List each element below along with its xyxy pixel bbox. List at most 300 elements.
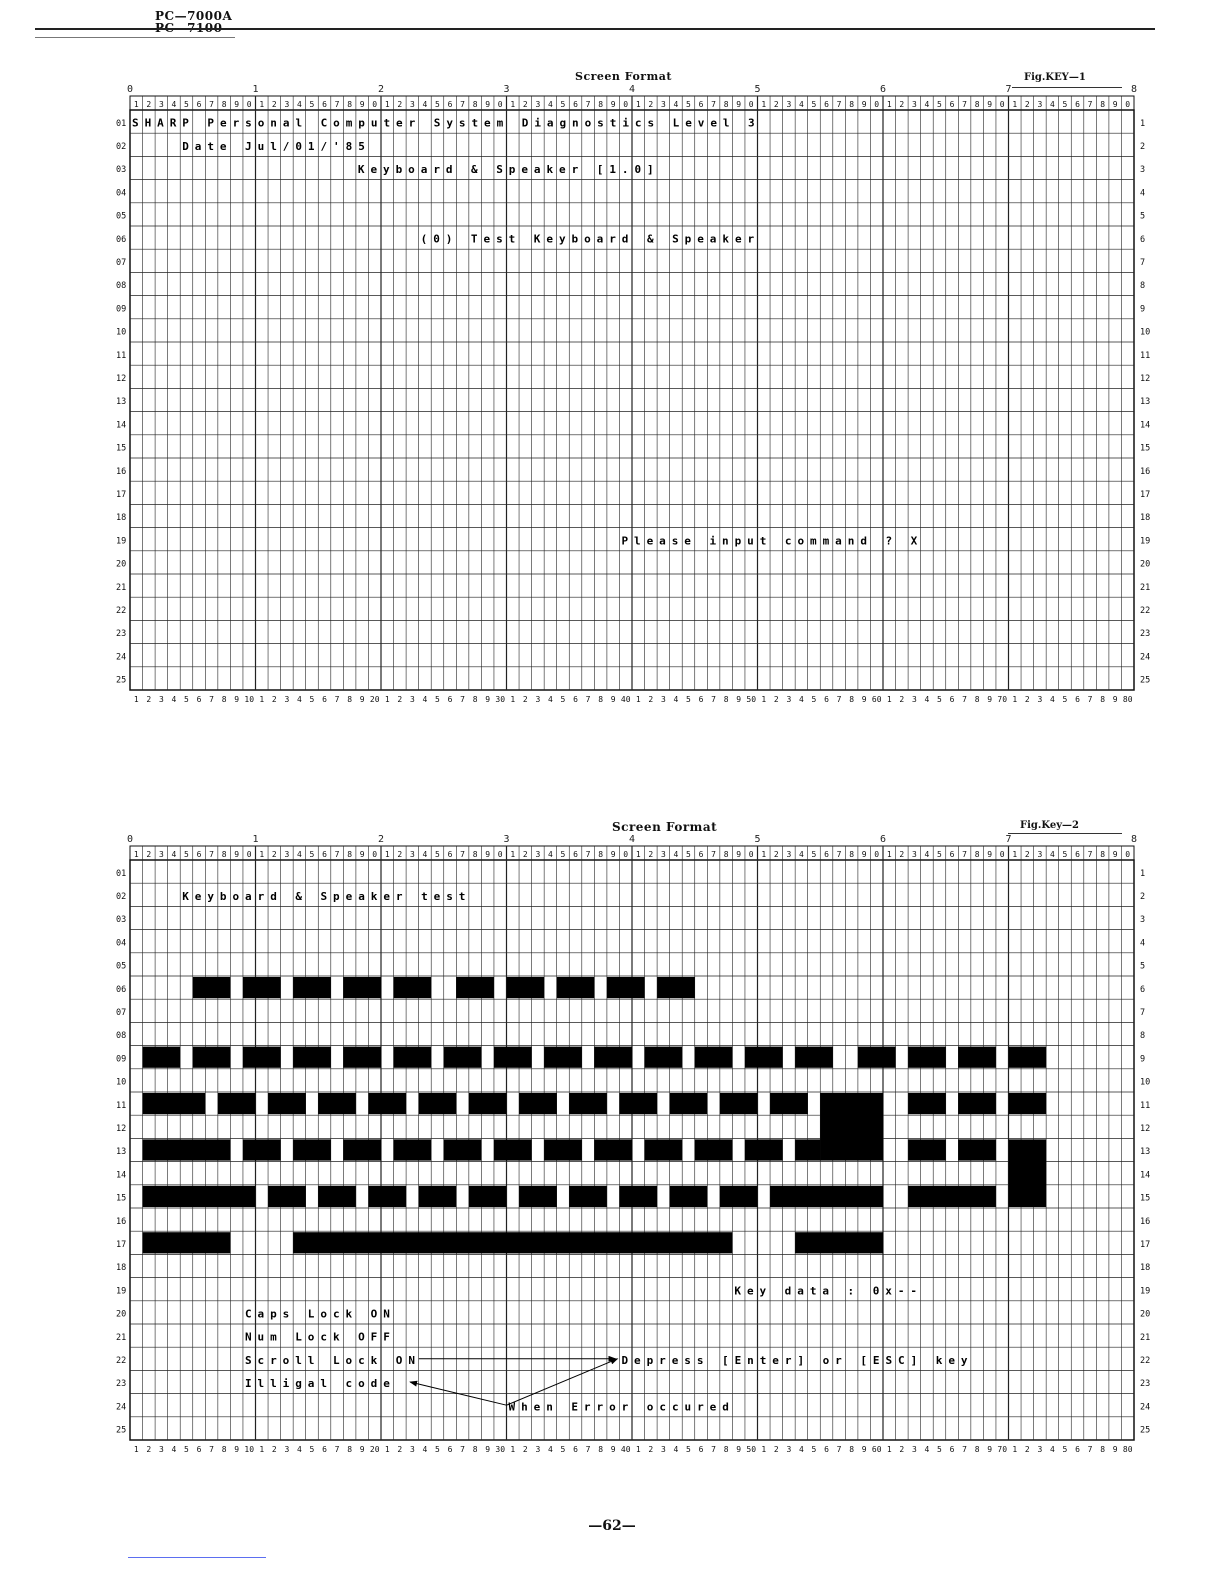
column-unit-label: 2: [1024, 100, 1030, 109]
column-unit-label: 9: [485, 100, 491, 109]
key-block: [469, 1093, 507, 1114]
column-tens-label: 8: [1130, 834, 1138, 845]
column-unit-label: 6: [824, 850, 829, 859]
column-unit-label: 8: [598, 100, 604, 109]
key-block: [795, 1047, 833, 1068]
key-block: [318, 1186, 356, 1207]
bottom-ruler-label: 5: [1062, 1445, 1068, 1454]
column-unit-label: 1: [886, 100, 892, 109]
row-number-right: 7: [1140, 257, 1146, 268]
row-number-left: 17: [116, 1239, 127, 1250]
screen-text-line: Caps Lock ON: [244, 1307, 396, 1321]
column-unit-label: 0: [623, 100, 629, 109]
column-tens-label: 4: [628, 834, 636, 845]
column-unit-label: 7: [585, 100, 591, 109]
column-tens-label: 2: [377, 84, 385, 95]
column-unit-label: 0: [999, 100, 1005, 109]
bottom-ruler-label: 7: [460, 695, 465, 704]
key-block: [619, 1093, 657, 1114]
key-block: [394, 1139, 432, 1160]
row-number-left: 08: [116, 281, 127, 292]
key-block: [795, 1232, 883, 1253]
key-block: [293, 1232, 732, 1253]
column-unit-label: 8: [723, 850, 729, 859]
row-number-left: 15: [116, 443, 127, 454]
bottom-ruler-label: 9: [1112, 695, 1118, 704]
column-unit-label: 7: [836, 850, 842, 859]
bottom-ruler-label: 9: [861, 1445, 867, 1454]
bottom-ruler-label: 1: [886, 1445, 892, 1454]
bottom-ruler-label: 1: [1012, 695, 1018, 704]
column-tens-label: 6: [879, 84, 887, 95]
bottom-ruler-label: 9: [359, 695, 365, 704]
key-block: [519, 1093, 557, 1114]
screen-format-sheet-2: [0, 810, 1224, 1470]
column-unit-label: 3: [911, 100, 917, 109]
row-number-right: 6: [1140, 234, 1146, 245]
column-unit-label: 8: [347, 100, 353, 109]
column-unit-label: 8: [1100, 100, 1106, 109]
key-block: [318, 1093, 356, 1114]
row-number-right: 12: [1140, 373, 1151, 384]
column-tens-label: 5: [754, 84, 761, 95]
bottom-ruler-label: 50: [746, 695, 757, 704]
column-unit-label: 9: [736, 100, 742, 109]
key-block: [569, 1186, 607, 1207]
row-number-right: 20: [1140, 1309, 1151, 1320]
bottom-ruler-label: 4: [1050, 1445, 1055, 1454]
column-unit-label: 3: [660, 850, 666, 859]
bottom-ruler-label: 5: [560, 1445, 566, 1454]
key-block: [657, 977, 695, 998]
row-number-right: 8: [1140, 1031, 1146, 1042]
bottom-ruler-label: 4: [924, 1445, 930, 1454]
row-number-left: 04: [116, 938, 127, 949]
key-block: [343, 977, 381, 998]
column-unit-label: 5: [1062, 850, 1068, 859]
column-unit-label: 2: [648, 850, 654, 859]
column-unit-label: 9: [359, 850, 365, 859]
column-unit-label: 5: [811, 100, 817, 109]
bottom-ruler-label: 5: [1062, 695, 1068, 704]
bottom-ruler-label: 6: [698, 1445, 704, 1454]
column-tens-label: 3: [503, 834, 510, 845]
bottom-ruler-label: 9: [987, 1445, 993, 1454]
row-number-right: 19: [1140, 1286, 1151, 1297]
column-tens-label: 1: [252, 834, 259, 845]
column-unit-label: 4: [1050, 100, 1055, 109]
column-unit-label: 7: [460, 850, 465, 859]
column-unit-label: 2: [146, 100, 152, 109]
column-unit-label: 5: [811, 850, 817, 859]
column-unit-label: 8: [472, 850, 478, 859]
row-number-right: 14: [1140, 420, 1151, 431]
bottom-ruler-label: 9: [485, 1445, 491, 1454]
row-number-left: 02: [116, 891, 127, 902]
annotation-arrow: [507, 1359, 618, 1405]
row-number-left: 10: [116, 1077, 127, 1088]
key-block: [958, 1047, 996, 1068]
bottom-ruler-label: 7: [1087, 1445, 1093, 1454]
row-number-right: 18: [1140, 1263, 1151, 1274]
bottom-ruler-label: 1: [1012, 1445, 1018, 1454]
bottom-ruler-label: 5: [184, 1445, 189, 1454]
bottom-ruler-label: 1: [635, 1445, 641, 1454]
bottom-ruler-label: 2: [146, 695, 152, 704]
bottom-ruler-label: 8: [1100, 695, 1106, 704]
column-unit-label: 9: [987, 850, 993, 859]
column-unit-label: 6: [698, 850, 704, 859]
bottom-ruler-label: 6: [196, 695, 202, 704]
column-unit-label: 9: [234, 850, 240, 859]
column-unit-label: 8: [598, 850, 604, 859]
key-block: [218, 1093, 256, 1114]
row-number-right: 12: [1140, 1123, 1151, 1134]
column-tens-label: 0: [126, 84, 134, 95]
row-number-right: 22: [1140, 605, 1151, 616]
row-number-left: 12: [116, 1123, 127, 1134]
bottom-ruler-label: 3: [535, 1445, 541, 1454]
column-unit-label: 6: [1075, 850, 1080, 859]
header-rule: [35, 28, 1155, 30]
key-block: [958, 1093, 996, 1114]
bottom-ruler-label: 4: [422, 695, 428, 704]
key-block: [293, 1139, 331, 1160]
row-number-right: 19: [1140, 536, 1151, 547]
key-block: [544, 1047, 582, 1068]
column-unit-label: 1: [1012, 850, 1018, 859]
bottom-ruler-label: 3: [158, 695, 164, 704]
key-block: [494, 1047, 532, 1068]
column-unit-label: 3: [284, 850, 290, 859]
bottom-ruler-label: 2: [397, 1445, 403, 1454]
bottom-ruler-label: 7: [836, 1445, 842, 1454]
column-unit-label: 6: [573, 850, 578, 859]
row-number-right: 5: [1140, 961, 1146, 972]
bottom-ruler-label: 60: [871, 695, 882, 704]
bottom-ruler-label: 80: [1122, 1445, 1133, 1454]
key-block: [143, 1047, 181, 1068]
column-unit-label: 0: [999, 850, 1005, 859]
bottom-ruler-label: 70: [997, 1445, 1008, 1454]
column-unit-label: 2: [397, 850, 403, 859]
column-unit-label: 3: [409, 100, 415, 109]
bottom-ruler-label: 8: [1100, 1445, 1106, 1454]
column-unit-label: 7: [962, 850, 967, 859]
key-block: [958, 1139, 996, 1160]
bottom-ruler-label: 3: [660, 695, 666, 704]
bottom-ruler-label: 8: [472, 1445, 478, 1454]
bottom-ruler-label: 50: [746, 1445, 757, 1454]
column-unit-label: 1: [133, 850, 139, 859]
column-unit-label: 8: [723, 100, 729, 109]
key-block: [243, 1139, 281, 1160]
column-tens-label: 2: [377, 834, 385, 845]
column-tens-label: 7: [1005, 84, 1012, 95]
row-number-left: 24: [116, 652, 127, 663]
bottom-ruler-label: 8: [221, 695, 227, 704]
column-unit-label: 0: [748, 850, 754, 859]
bottom-ruler-label: 5: [686, 695, 691, 704]
column-unit-label: 4: [171, 850, 177, 859]
row-number-left: 22: [116, 605, 127, 616]
key-block: [607, 977, 645, 998]
bottom-ruler-label: 6: [949, 1445, 955, 1454]
row-number-left: 05: [116, 961, 127, 972]
column-unit-label: 2: [1024, 850, 1030, 859]
row-number-left: 13: [116, 1147, 127, 1158]
key-block: [745, 1139, 783, 1160]
bottom-ruler-label: 4: [171, 695, 177, 704]
bottom-ruler-label: 6: [447, 1445, 453, 1454]
bottom-ruler-label: 10: [244, 1445, 255, 1454]
column-unit-label: 4: [924, 850, 930, 859]
column-unit-label: 7: [209, 850, 214, 859]
row-number-right: 16: [1140, 1216, 1151, 1227]
bottom-ruler-label: 4: [673, 1445, 679, 1454]
bottom-ruler-label: 1: [259, 1445, 265, 1454]
column-unit-label: 0: [372, 100, 378, 109]
column-unit-label: 5: [309, 100, 315, 109]
key-block: [444, 1139, 482, 1160]
bottom-ruler-label: 3: [911, 695, 917, 704]
bottom-ruler-label: 5: [937, 695, 942, 704]
row-number-left: 03: [116, 915, 127, 926]
bottom-ruler-label: 20: [369, 695, 380, 704]
column-unit-label: 3: [911, 850, 917, 859]
column-unit-label: 6: [949, 850, 955, 859]
key-block: [193, 1047, 231, 1068]
row-number-left: 16: [116, 1216, 127, 1227]
column-unit-label: 0: [623, 850, 629, 859]
bottom-ruler-label: 4: [799, 695, 804, 704]
key-block: [343, 1139, 381, 1160]
column-unit-label: 0: [372, 850, 378, 859]
bottom-ruler-label: 10: [244, 695, 255, 704]
row-number-left: 07: [116, 257, 127, 268]
key-block: [1009, 1139, 1047, 1207]
row-number-right: 17: [1140, 1239, 1151, 1250]
screen-text-line: Num Lock OFF: [244, 1330, 396, 1344]
key-block: [745, 1047, 783, 1068]
row-number-right: 10: [1140, 1077, 1151, 1088]
bottom-ruler-label: 3: [1037, 1445, 1043, 1454]
bottom-ruler-label: 7: [962, 1445, 967, 1454]
column-unit-label: 4: [297, 850, 302, 859]
row-number-left: 25: [116, 675, 127, 686]
column-unit-label: 4: [548, 100, 553, 109]
screen-text-line: Key data : 0x--: [734, 1284, 923, 1298]
bottom-ruler-label: 1: [133, 1445, 139, 1454]
column-unit-label: 5: [184, 850, 189, 859]
bottom-ruler-label: 70: [997, 695, 1008, 704]
column-unit-label: 3: [786, 850, 792, 859]
key-block: [720, 1186, 758, 1207]
column-unit-label: 1: [259, 850, 265, 859]
row-number-left: 18: [116, 513, 127, 524]
page-number: —62—: [588, 1518, 636, 1534]
key-block: [143, 1139, 231, 1160]
bottom-ruler-label: 8: [472, 695, 478, 704]
row-number-right: 11: [1140, 350, 1151, 361]
row-number-left: 20: [116, 1309, 127, 1320]
key-block: [507, 977, 545, 998]
column-unit-label: 3: [535, 850, 541, 859]
row-number-left: 09: [116, 1054, 127, 1065]
row-number-left: 14: [116, 1170, 127, 1181]
key-block: [268, 1186, 306, 1207]
column-unit-label: 2: [397, 100, 403, 109]
bottom-ruler-label: 6: [824, 1445, 829, 1454]
key-block: [645, 1139, 683, 1160]
column-tens-label: 1: [252, 84, 259, 95]
bottom-ruler-label: 5: [309, 695, 315, 704]
column-unit-label: 2: [146, 850, 152, 859]
row-number-right: 23: [1140, 1379, 1151, 1390]
key-block: [193, 977, 231, 998]
column-tens-label: 6: [879, 834, 887, 845]
column-unit-label: 2: [648, 100, 654, 109]
model-label-primary: PC—7000A: [155, 9, 233, 23]
column-unit-label: 1: [510, 850, 516, 859]
bottom-ruler-label: 2: [271, 1445, 277, 1454]
bottom-ruler-label: 8: [849, 1445, 855, 1454]
bottom-ruler-label: 7: [711, 1445, 716, 1454]
column-unit-label: 2: [899, 850, 905, 859]
key-block: [619, 1186, 657, 1207]
bottom-ruler-label: 9: [234, 695, 240, 704]
row-number-right: 20: [1140, 559, 1151, 570]
key-block: [670, 1093, 708, 1114]
bottom-ruler-label: 9: [485, 695, 491, 704]
column-unit-label: 4: [673, 850, 679, 859]
column-unit-label: 7: [334, 100, 340, 109]
row-number-right: 3: [1140, 915, 1146, 926]
column-unit-label: 1: [133, 100, 139, 109]
column-unit-label: 9: [861, 850, 867, 859]
column-unit-label: 2: [899, 100, 905, 109]
bottom-ruler-label: 1: [510, 1445, 516, 1454]
column-unit-label: 4: [799, 100, 804, 109]
column-unit-label: 0: [1125, 850, 1131, 859]
bottom-ruler-label: 2: [522, 695, 528, 704]
key-block: [293, 977, 331, 998]
column-unit-label: 6: [196, 100, 202, 109]
key-block: [1009, 1047, 1047, 1068]
column-unit-label: 7: [836, 100, 842, 109]
bottom-ruler-label: 7: [836, 695, 842, 704]
header-rule-thin: [35, 37, 235, 38]
column-unit-label: 5: [1062, 100, 1068, 109]
key-block: [394, 977, 432, 998]
bottom-ruler-label: 2: [522, 1445, 528, 1454]
bottom-ruler-label: 6: [1075, 695, 1080, 704]
column-unit-label: 6: [573, 100, 578, 109]
row-number-right: 16: [1140, 466, 1151, 477]
bottom-ruler-label: 8: [849, 695, 855, 704]
row-number-right: 1: [1140, 868, 1146, 879]
key-block: [594, 1047, 632, 1068]
key-block: [795, 1139, 820, 1160]
bottom-ruler-label: 9: [987, 695, 993, 704]
bottom-ruler-label: 2: [1024, 1445, 1030, 1454]
row-number-left: 14: [116, 420, 127, 431]
column-unit-label: 7: [209, 100, 214, 109]
column-unit-label: 3: [158, 850, 164, 859]
column-unit-label: 6: [949, 100, 955, 109]
bottom-ruler-label: 2: [1024, 695, 1030, 704]
screen-text-line: When Error occured: [508, 1400, 735, 1414]
column-tens-label: 7: [1005, 834, 1012, 845]
column-unit-label: 8: [849, 100, 855, 109]
row-number-left: 17: [116, 489, 127, 500]
row-number-left: 08: [116, 1031, 127, 1042]
key-block: [444, 1047, 482, 1068]
bottom-ruler-label: 6: [196, 1445, 202, 1454]
row-number-right: 11: [1140, 1100, 1151, 1111]
bottom-ruler-label: 4: [548, 1445, 553, 1454]
bottom-ruler-label: 3: [409, 695, 415, 704]
column-unit-label: 7: [585, 850, 591, 859]
column-unit-label: 7: [711, 850, 716, 859]
key-block: [268, 1093, 306, 1114]
bottom-ruler-label: 30: [495, 1445, 506, 1454]
bottom-ruler-label: 6: [1075, 1445, 1080, 1454]
row-number-right: 13: [1140, 1147, 1151, 1158]
key-block: [419, 1093, 457, 1114]
column-unit-label: 7: [334, 850, 340, 859]
row-number-left: 11: [116, 350, 127, 361]
row-number-right: 2: [1140, 141, 1146, 152]
bottom-ruler-label: 3: [158, 1445, 164, 1454]
column-unit-label: 6: [196, 850, 202, 859]
bottom-ruler-label: 2: [271, 695, 277, 704]
row-number-left: 02: [116, 141, 127, 152]
row-number-left: 01: [116, 118, 127, 129]
bottom-ruler-label: 7: [585, 695, 591, 704]
bottom-ruler-label: 9: [610, 1445, 616, 1454]
bottom-ruler-label: 7: [585, 1445, 591, 1454]
row-number-right: 15: [1140, 1193, 1151, 1204]
row-number-left: 06: [116, 234, 127, 245]
column-unit-label: 2: [773, 850, 779, 859]
bottom-ruler-label: 4: [673, 695, 679, 704]
bottom-ruler-label: 2: [648, 695, 654, 704]
column-unit-label: 8: [221, 850, 227, 859]
key-block: [770, 1186, 883, 1207]
column-unit-label: 4: [422, 850, 428, 859]
bottom-ruler-label: 60: [871, 1445, 882, 1454]
column-unit-label: 1: [761, 100, 767, 109]
key-block: [557, 977, 595, 998]
row-number-left: 23: [116, 629, 127, 640]
bottom-ruler-label: 7: [711, 695, 716, 704]
column-unit-label: 6: [322, 850, 327, 859]
bottom-ruler-label: 9: [736, 695, 742, 704]
bottom-ruler-label: 80: [1122, 695, 1133, 704]
footer-rule: [128, 1557, 266, 1558]
row-number-right: 17: [1140, 489, 1151, 500]
bottom-ruler-label: 3: [660, 1445, 666, 1454]
key-block: [394, 1047, 432, 1068]
column-unit-label: 8: [221, 100, 227, 109]
column-unit-label: 2: [522, 850, 528, 859]
bottom-ruler-label: 9: [234, 1445, 240, 1454]
bottom-ruler-label: 8: [974, 1445, 980, 1454]
row-number-right: 25: [1140, 675, 1151, 686]
column-unit-label: 8: [472, 100, 478, 109]
row-number-left: 21: [116, 1332, 127, 1343]
